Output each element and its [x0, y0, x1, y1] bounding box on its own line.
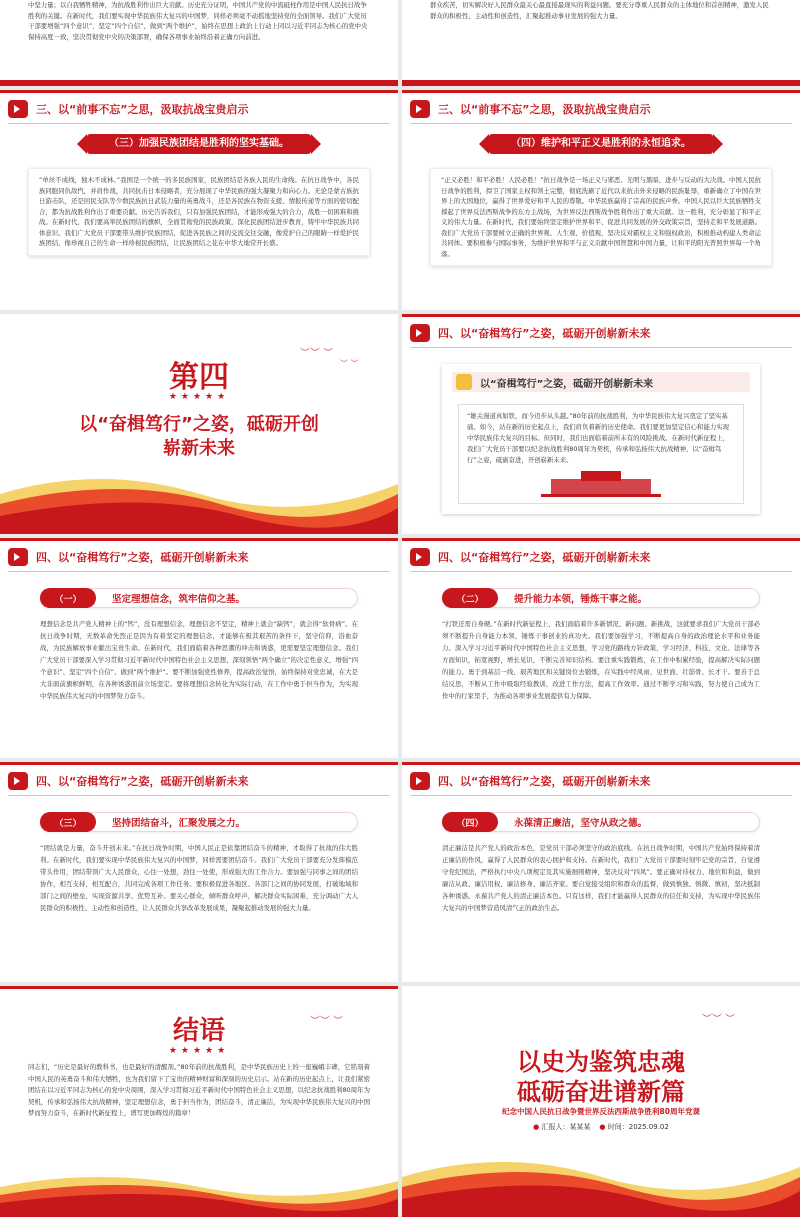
stars-decoration: ★★★★★ [168, 392, 230, 402]
section-header [410, 322, 792, 344]
section-title-line2: 崭新未来 [163, 438, 235, 459]
top-bar [402, 314, 800, 317]
bottom-bar [402, 80, 800, 86]
section-title: 四、以“奋楫笃行”之姿，砥砺开创崭新未来 [438, 775, 651, 788]
play-icon [410, 772, 430, 790]
birds-icon: ︶︶ ︶ [300, 348, 334, 359]
top-bar [0, 986, 398, 989]
reporter: 汇报人：某某某 [541, 1123, 591, 1131]
section-title: 四、以“奋楫笃行”之姿，砥砺开创崭新未来 [438, 551, 651, 564]
play-icon [8, 548, 28, 566]
body-text: “团结就是力量，奋斗开创未来。”在抗日战争时期，中国人民正是依靠团结奋斗的精神，才取得了抗战的伟大胜利。在新时代，我们要实现中华民族伟大复兴的中国梦，同样需要团结奋斗。我们广大党员干部要充分发挥模范带头作用，团结带领广大人民群众，心往一处想，劲往一处使，形成强大的工作合力。要加强与同事之间的团结协作，相互支持，相互配合，共同完成各项工作任务。要积极促进各地区、各部门之间的协同发展，打破地域和部门之间的壁垒，实现资源共享、优势互补。要关心群众，倾听群众呼声，解决群众实际困难，充分调动广大人民群众的积极性、主动性和创造性，让人民群众共享改革发展成果，凝聚起推动发展的强大力量。 [40, 844, 358, 912]
body-text: 理想信念是共产党人精神上的“钙”，没有理想信念，理想信念不坚定，精神上就会“缺钙”，就会得“软骨病”。在抗日战争时期，无数革命先烈正是因为有着坚定的理想信念，才能够在极其艰苦的条件下，坚守信仰，浴血奋战，为民族解放事业献出宝贵生命。在新时代，我们面临着各种思潮的冲击和诱惑，更需要坚定理想信念。我们广大党员干部要深入学习贯彻习近平新时代中国特色社会主义思想，深刻领悟“两个确立”的决定性意义，增强“四个意识”、坚定“四个自信”、做到“两个维护”。要不断加强党性修养，提高政治觉悟，始终保持对党忠诚，在大是大非面前旗帜鲜明，在各种诱惑面前立场坚定。要将理想信念转化为实际行动，在工作中勇于担当作为，为实现中华民族伟大复兴的中国梦努力奋斗。 [40, 620, 358, 700]
body-text: 清正廉洁是共产党人的政治本色，是党员干部必须坚守的政治底线。在抗日战争时期，中国共产党始终保持着清正廉洁的作风，赢得了人民群众的衷心拥护和支持。在新时代，我们广大党员干部要时刻牢记党的宗旨，自觉遵守党纪国法，严格执行中央八项规定及其实施细则精神，坚决反对“四风”。要正确对待权力、地位和利益，做到廉洁从政、廉洁用权、廉洁修身、廉洁齐家。要自觉接受组织和群众的监督，做到慎独、慎微、慎初，坚决抵制各种诱惑。永葆共产党人的清正廉洁本色。只有这样，我们才能赢得人民群众的信任和支持，为实现中华民族伟大复兴的中国梦营造风清气正的政治生态。 [442, 844, 760, 912]
play-icon [410, 324, 430, 342]
divider [8, 571, 390, 572]
presenter-info [402, 1122, 800, 1132]
divider [8, 795, 390, 796]
body-text: “单丝不成线，独木不成林。”我国是一个统一的多民族国家，民族团结是各族人民的生命线。在抗日战争中，各民族同胞同仇敌忾，并肩作战，共同抗击日本侵略者，充分展现了中华民族的强大凝聚力和向心力。无论是蒙古族抗日游击队，还是回民支队等少数民族抗日武装力量的英勇战斗，还是各民族在物资支援、情报传递等方面的密切配合，都为抗战胜利作出了重要贡献。历史告诉我们，只有加强民族团结，才能形成强大的合力，战胜一切困难和挑战。在新时代，我们要高举民族团结的旗帜，全面贯彻党的民族政策，深化民族团结进步教育，铸牢中华民族共同体意识。我们广大党员干部要带头维护民族团结，促进各民族之间的交流交往交融，像爱护自己的眼睛一样爱护民族团结，像珍视自己的生命一样珍视民族团结，让民族团结之花在中华大地常开长盛。 [28, 168, 370, 256]
birds-icon: ︶︶ ︶ [702, 1014, 736, 1025]
top-bar [402, 762, 800, 765]
closing-title-line1: 以史为鉴筑忠魂 [517, 1048, 685, 1076]
point-number: （一） [40, 588, 96, 608]
section-number: 第四 [169, 360, 229, 395]
birds-icon: ︶ ︶ [340, 359, 359, 368]
slide-partial-right [402, 0, 800, 86]
body-text: “正义必胜！和平必胜！人民必胜！”抗日战争是一场正义与邪恶、光明与黑暗、进步与反动的大决战。中国人民抗日战争的胜利，捍卫了国家主权和领土完整，彻底洗刷了近代以来抗击外来侵略的民族耻辱，重新确立了中国在世界上的大国地位，赢得了世界爱好和平人民的尊敬。中华民族赢得了宗高的民族声誉。中国人民以巨大民族牺牲支撑起了世界反法西斯战争的东方主战场，为世界反法西斯战争胜利作出了重大贡献。这一胜利，充分彰显了和平正义的伟大力量。在新时代，我们要始终坚定维护世界和平、促进共同发展的外交政策宗旨，坚持走和平发展道路。我们广大党员干部要树立正确的世界观、人生观、价值观，坚决反对霸权主义和强权政治，积极推动构建人类命运共同体。要积极参与国际事务，为维护世界和平与正义贡献中国智慧和中国力量，让和平的阳光普照世界每一个角落。 [430, 168, 772, 266]
point-title: 坚定理想信念，筑牢信仰之基。 [112, 594, 246, 605]
red-wave-decoration [402, 1147, 800, 1217]
slide-section-cover [0, 314, 398, 534]
divider [410, 795, 792, 796]
point-tag [40, 588, 358, 608]
slide-closing [402, 986, 800, 1217]
section-header [8, 770, 390, 792]
section-title: 四、以“奋楫笃行”之姿，砥砺开创崭新未来 [36, 551, 249, 564]
top-bar [0, 90, 398, 93]
play-icon [410, 100, 430, 118]
section-header [410, 770, 792, 792]
slide-ideals [0, 538, 398, 758]
point-title: 永葆清正廉洁，坚守从政之德。 [514, 818, 648, 829]
section-title: 四、以“奋楫笃行”之姿，砥砺开创崭新未来 [36, 775, 249, 788]
subtitle-pill: （三）加强民族团结是胜利的坚实基础。 [87, 134, 311, 154]
section-header [410, 98, 792, 120]
slide-conclusion [0, 986, 398, 1217]
divider [8, 123, 390, 124]
red-wave-decoration [0, 1167, 398, 1217]
slide-text: 群众疾苦，切实解决好人民群众最关心最直接最现实的利益问题。要充分尊重人民群众的主体地位和首创精神，激发人民群众的积极性、主动性和创造性，汇聚起推动事业发展的强大力量。 [430, 1, 769, 20]
bottom-bar [0, 80, 398, 86]
clock-icon: ● [599, 1123, 606, 1131]
subtitle-pill: （四）维护和平正义是胜利的永恒追求。 [489, 134, 713, 154]
slide-integrity [402, 762, 800, 982]
body-text: “雄关漫道真如铁，而今迈步从头越。”80年前的抗战胜利，为中华民族伟大复兴奠定了坚实基础。如今，站在新的历史起点上，我们肩负着新的历史使命。我们要更加坚定信心和能力实现中华民族伟大复兴的目标。但同时，我们也面临着前所未有的风险挑战。在新时代新征程上，我们广大党员干部要以纪念抗战胜利80周年为契机，传承和弘扬伟大抗战精神，以“奋楫笃行”之姿，砥砺奋进，开创崭新未来。 [467, 412, 730, 464]
point-tag [40, 812, 358, 832]
birds-icon: ︶︶ ︶ [310, 1016, 344, 1027]
card-body [458, 404, 744, 504]
divider [410, 123, 792, 124]
closing-title-line2: 砥砺奋进谱新篇 [517, 1078, 685, 1106]
body-text: 同志们，“历史是最好的教科书，也是最好的清醒剂。”80年前的抗战胜利，是中华民族历史上的一座巍峨丰碑，它铭刻着中国人民的英勇奋斗和伟大牺牲，也为我们留下了宝贵的精神财富和深刻的历史启示。站在新的历史起点上，让我们紧密团结在以习近平同志为核心的党中央周围，深入学习贯彻习近平新时代中国特色社会主义思想，以纪念抗战胜利80周年为契机，传承和弘扬伟大抗战精神，坚定理想信念，勇于担当作为，团结奋斗，清正廉洁，为实现中华民族伟大复兴的中国梦而努力奋斗，在新时代新征程上，谱写更加辉煌的篇章！ [28, 1063, 370, 1117]
slide-unity [0, 90, 398, 310]
top-bar [0, 762, 398, 765]
notepad-icon [456, 374, 472, 390]
section-title: 三、以“前事不忘”之思，汲取抗战宝贵启示 [36, 103, 249, 116]
card-title: 以“奋楫笃行”之姿，砥砺开创崭新未来 [480, 378, 654, 390]
date: 时间：2025.09.02 [607, 1123, 669, 1131]
section-title: 三、以“前事不忘”之思，汲取抗战宝贵启示 [438, 103, 651, 116]
section-header [410, 546, 792, 568]
point-number: （三） [40, 812, 96, 832]
point-number: （四） [442, 812, 498, 832]
section-title: 四、以“奋楫笃行”之姿，砥砺开创崭新未来 [438, 327, 651, 340]
slide-unity-struggle [0, 762, 398, 982]
top-bar [402, 538, 800, 541]
play-icon [410, 548, 430, 566]
divider [410, 571, 792, 572]
card-header [452, 372, 750, 392]
slide-partial-left [0, 0, 398, 86]
slide-text: 中坚力量；以自我牺牲精神，为抗战胜利作出巨大贡献。历史充分证明，中国共产党的中流砥柱作用是中国人民抗日战争胜利的关键。在新时代，我们要实现中华民族伟大复兴的中国梦，同样必须毫不动摇地坚持党的全面领导。我们广大党员干部要增强“四个意识”、坚定“四个自信”、做到“两个维护”，始终在思想上政治上行动上同以习近平同志为核心的党中央保持高度一致，坚决贯彻党中央的决策部署，确保各项事业始终沿着正确方向前进。 [28, 1, 368, 41]
conclusion-title: 结语 [172, 1016, 225, 1046]
point-title: 坚持团结奋斗，汇聚发展之力。 [112, 818, 246, 829]
slide-section4-intro [402, 314, 800, 534]
closing-subtitle: 纪念中国人民抗日战争暨世界反法西斯战争胜利80周年党课 [502, 1107, 700, 1116]
top-bar [0, 538, 398, 541]
user-icon: ● [533, 1123, 540, 1131]
slide-peace [402, 90, 800, 310]
slide-ability [402, 538, 800, 758]
intro-card [442, 364, 760, 514]
body-text: “打铁还需自身硬。”在新时代新征程上，我们面临着许多新情况、新问题、新挑战，这就要求我们广大党员干部必须不断提升自身能力本领，锤炼干事创业的真功夫。我们要加强学习，不断提高自身的政治理论水平和业务能力。深入学习习近平新时代中国特色社会主义思想，学习党的路线方针政策，学习经济、科技、文化、法律等各方面知识，拓宽视野，增长见识，不断完善知识结构。要注重实践锻炼，在工作中积累经验，提高解决实际问题的能力。勇于到基层一线、艰苦地区和关键岗位去锻炼，在实践中经风雨、见世面、壮筋骨、长才干。要善于总结反思，不断从工作中吸取经验教训，改进工作方法，提高工作效率。通过不断学习和实践，努力使自己成为工作中的行家里手，为推动各项事业发展提供有力保障。 [442, 620, 760, 700]
top-bar [402, 90, 800, 93]
point-tag [442, 588, 760, 608]
point-title: 提升能力本领，锤炼干事之能。 [514, 594, 648, 605]
play-icon [8, 100, 28, 118]
play-icon [8, 772, 28, 790]
divider [410, 347, 792, 348]
section-header [8, 98, 390, 120]
red-wave-decoration [0, 464, 398, 534]
point-number: （二） [442, 588, 498, 608]
section-title-line1: 以“奋楫笃行”之姿，砥砺开创 [79, 414, 319, 435]
section-header [8, 546, 390, 568]
building-icon [541, 469, 661, 497]
point-tag [442, 812, 760, 832]
stars-decoration: ★★★★★ [168, 1046, 230, 1056]
